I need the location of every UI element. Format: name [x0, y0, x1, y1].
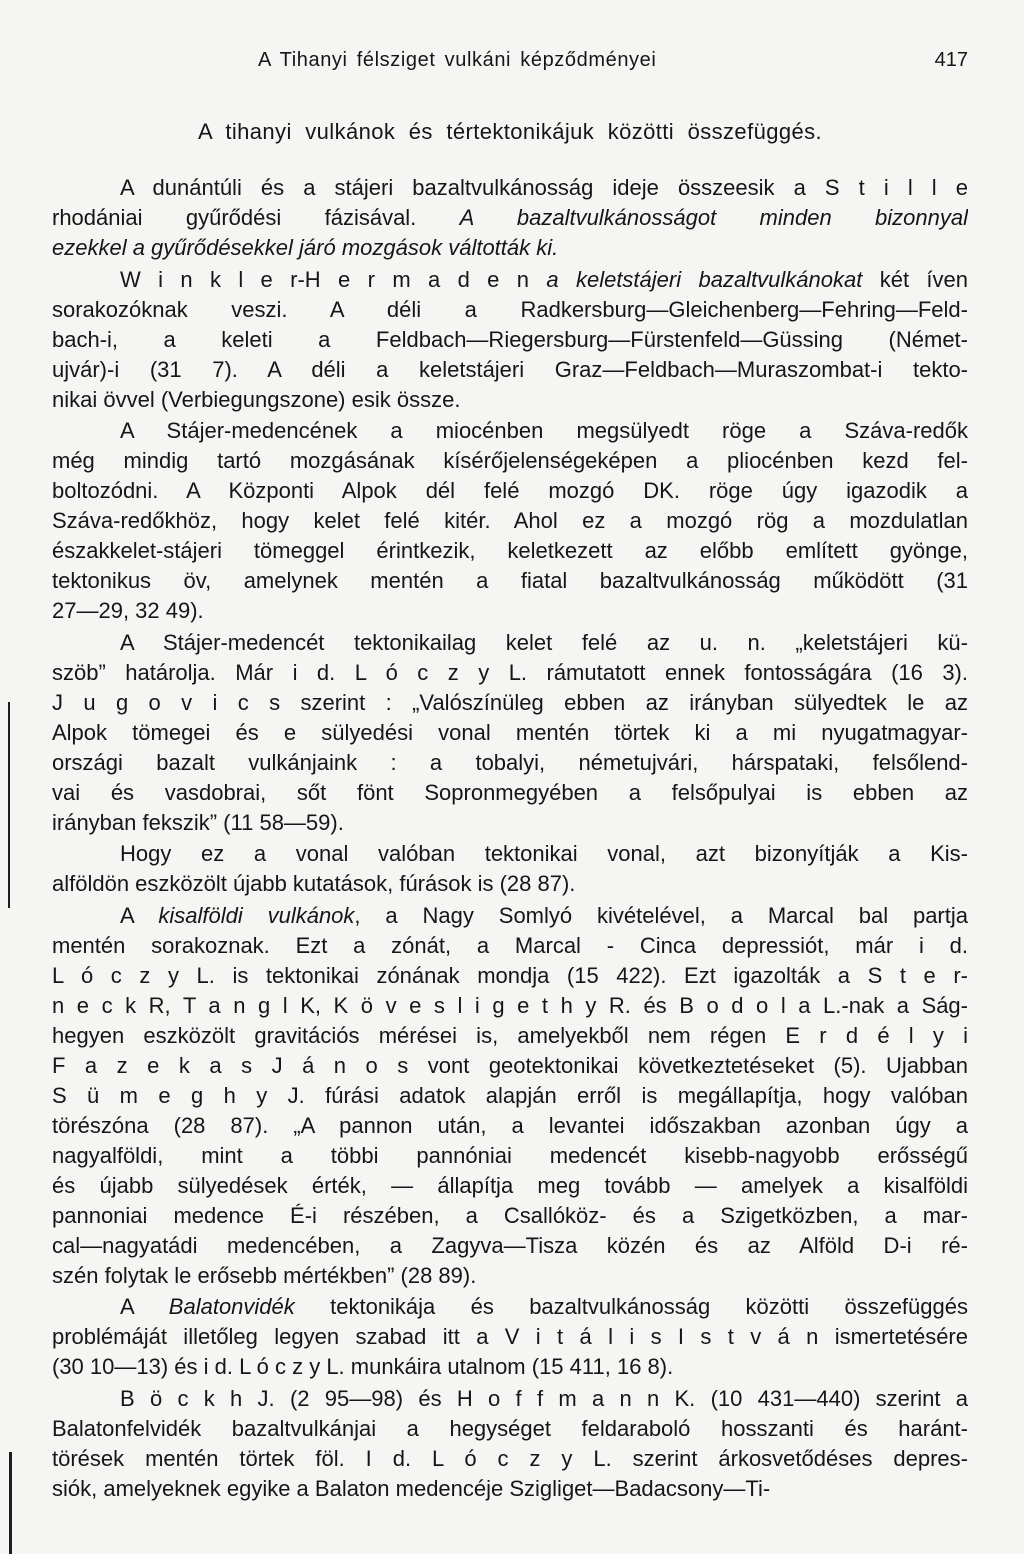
text-line: nagyalföldi, mint a többi pannóniai medencét kisebb-nagyobb erősségű — [52, 1142, 968, 1168]
text-line: L ó c z y L. is tektonikai zónának mondja (15 422). Ezt igazolták a S t e r- — [52, 962, 968, 988]
italic-text: Balatonvidék — [168, 1294, 295, 1319]
page-number: 417 — [934, 49, 968, 71]
section-heading: A tihanyi vulkánok és tértektonikájuk közötti összefüggés. — [197, 119, 823, 144]
text-line: nikai övvel (Verbiegungszone) esik össze. — [52, 386, 461, 412]
italic-text: ezekkel a gyűrődésekkel járó mozgások váltották ki. — [52, 235, 559, 260]
text-line: sorakozóknak veszi. A déli a Radkersburg—Gleichenberg—Fehring—Feld- — [52, 296, 968, 322]
text-line: bach-i, a keleti a Feldbach—Riegersburg—Fürstenfeld—Güssing (Német- — [52, 326, 968, 352]
italic-text: a keletstájeri bazaltvulkánokat — [546, 266, 863, 292]
paragraph — [52, 628, 968, 838]
paragraph — [52, 416, 968, 626]
paragraph — [52, 1292, 968, 1382]
text-line: A Stájer-medencét tektonikailag kelet felé az u. n. „keletstájeri kü- — [120, 629, 968, 655]
text-line: északkelet-stájeri tömeggel érintkezik, keletkezett az előbb említett gyönge, — [52, 538, 968, 563]
text-line: pannoniai medence É-i részében, a Csallóköz- és a Szigetközben, a mar- — [52, 1202, 968, 1228]
text-line: Száva-redőkhöz, hogy kelet felé kitér. Ahol ez a mozgó rög a mozdulatlan — [52, 508, 968, 533]
text-line: vai és vasdobrai, sőt fönt Sopronmegyében a felsőpulyai is ebben az — [52, 779, 968, 805]
text-line — [52, 1292, 968, 1322]
text-line: A dunántúli és a stájeri bazaltvulkánosság ideje összeesik a S t i l l e — [120, 175, 968, 200]
text-line: n e c k R, T a n g l K, K ö v e s l i g e t h y R. és B o d o l a L.-nak a Ság- — [52, 992, 968, 1018]
text-segment: rhodániai gyűrődési fázisával. — [52, 205, 460, 230]
text-segment: A — [120, 1294, 169, 1319]
scan-edge-mark — [8, 702, 10, 908]
text-line: Alpok tömegei és e sülyedési vonal mentén törtek ki a mi nyugatmagyar- — [52, 719, 968, 745]
text-line — [52, 265, 968, 295]
text-segment: A — [120, 902, 159, 928]
text-line: siók, amelyeknek egyike a Balaton medencéje Szigliget—Badacsony—Ti- — [52, 1475, 771, 1501]
text-line: Hogy ez a vonal valóban tektonikai vonal, azt bizonyítják a Kis- — [120, 841, 968, 866]
text-line: még mindig tartó mozgásának kísérőjelenségeképen a pliocénben kezd fel- — [52, 448, 968, 473]
text-line: J u g o v i c s szerint : „Valószínüleg ebben az irányban sülyedtek le az — [52, 689, 968, 715]
text-line: és újabb sülyedések érték, — állapítja meg tovább — amelyek a kisalföldi — [52, 1172, 968, 1198]
text-segment: W i n k l e r-H e r m a d e n — [120, 266, 547, 292]
text-segment: , a Nagy Somlyó kivételével, a Marcal bal partja — [354, 902, 968, 928]
text-segment: tektonikája és bazaltvulkánosság közötti összefüggés — [294, 1294, 968, 1319]
text-line: irányban fekszik” (11 58—59). — [52, 809, 344, 835]
text-line: cal—nagyatádi medencében, a Zagyva—Tisza közén és az Alföld D-i ré- — [52, 1232, 968, 1258]
text-line — [52, 203, 968, 233]
text-line: ujvár)-i (31 7). A déli a keletstájeri Graz—Feldbach—Muraszombat-i tekto- — [52, 356, 968, 382]
body-text — [52, 173, 968, 1504]
text-line: B ö c k h J. (2 95—98) és H o f f m a n n K. (10 431—440) szerint a — [120, 1385, 968, 1411]
paragraph — [52, 901, 968, 1291]
text-line: alföldön eszközölt újabb kutatások, fúrások is (28 87). — [52, 871, 576, 896]
text-line: problémáját illetőleg legyen szabad itt a V i t á l i s I s t v á n ismertetésére — [52, 1324, 968, 1349]
italic-text: kisalföldi vulkánok — [158, 902, 355, 928]
text-line — [52, 233, 968, 263]
text-line: Balatonfelvidék bazaltvulkánjai a hegységet feldaraboló hosszanti és haránt- — [52, 1415, 968, 1441]
text-line: 27—29, 32 49). — [52, 598, 204, 623]
text-line: szén folytak le erősebb mértékben” (28 89). — [52, 1262, 477, 1288]
text-line: boltozódni. A Központi Alpok dél felé mozgó DK. röge úgy igazodik a — [52, 478, 968, 503]
text-line: törések mentén törtek föl. I d. L ó c z y L. szerint árkosvetődéses depres- — [52, 1445, 968, 1471]
text-line: A Stájer-medencének a miocénben megsülyedt röge a Száva-redők — [120, 418, 968, 443]
text-line: szöb” határolja. Már i d. L ó c z y L. rámutatott ennek fontosságára (16 3). — [52, 659, 968, 685]
paragraph — [52, 1384, 968, 1504]
text-segment: két íven — [862, 266, 968, 292]
paragraph — [52, 173, 968, 263]
italic-text: A bazaltvulkánosságot minden bizonnyal — [459, 205, 968, 230]
text-line — [52, 901, 968, 931]
text-line: mentén sorakoznak. Ezt a zónát, a Marcal - Cinca depressiót, már i d. — [52, 932, 968, 958]
paragraph — [52, 839, 968, 899]
paragraph — [52, 265, 968, 415]
text-line: S ü m e g h y J. fúrási adatok alapján erről is megállapítja, hogy valóban — [52, 1082, 968, 1108]
text-line: hegyen eszközölt gravitációs mérései is, amelyekből nem régen E r d é l y i — [52, 1022, 968, 1048]
running-title: A Tihanyi félsziget vulkáni képződményei — [258, 49, 657, 71]
text-line: F a z e k a s J á n o s vont geotektonikai következtetéseket (5). Ujabban — [52, 1052, 968, 1078]
scan-edge-mark — [9, 1452, 12, 1554]
text-line: (30 10—13) és i d. L ó c z y L. munkáira utalnom (15 411, 16 8). — [52, 1354, 674, 1379]
text-line: tektonikus öv, amelynek mentén a fiatal bazaltvulkánosság működött (31 — [52, 568, 968, 593]
text-line: országi bazalt vulkánjaink : a tobalyi, németujvári, hárspataki, felsőlend- — [52, 749, 968, 775]
text-line: törészóna (28 87). „A pannon után, a levantei időszakban azonban úgy a — [52, 1112, 968, 1138]
